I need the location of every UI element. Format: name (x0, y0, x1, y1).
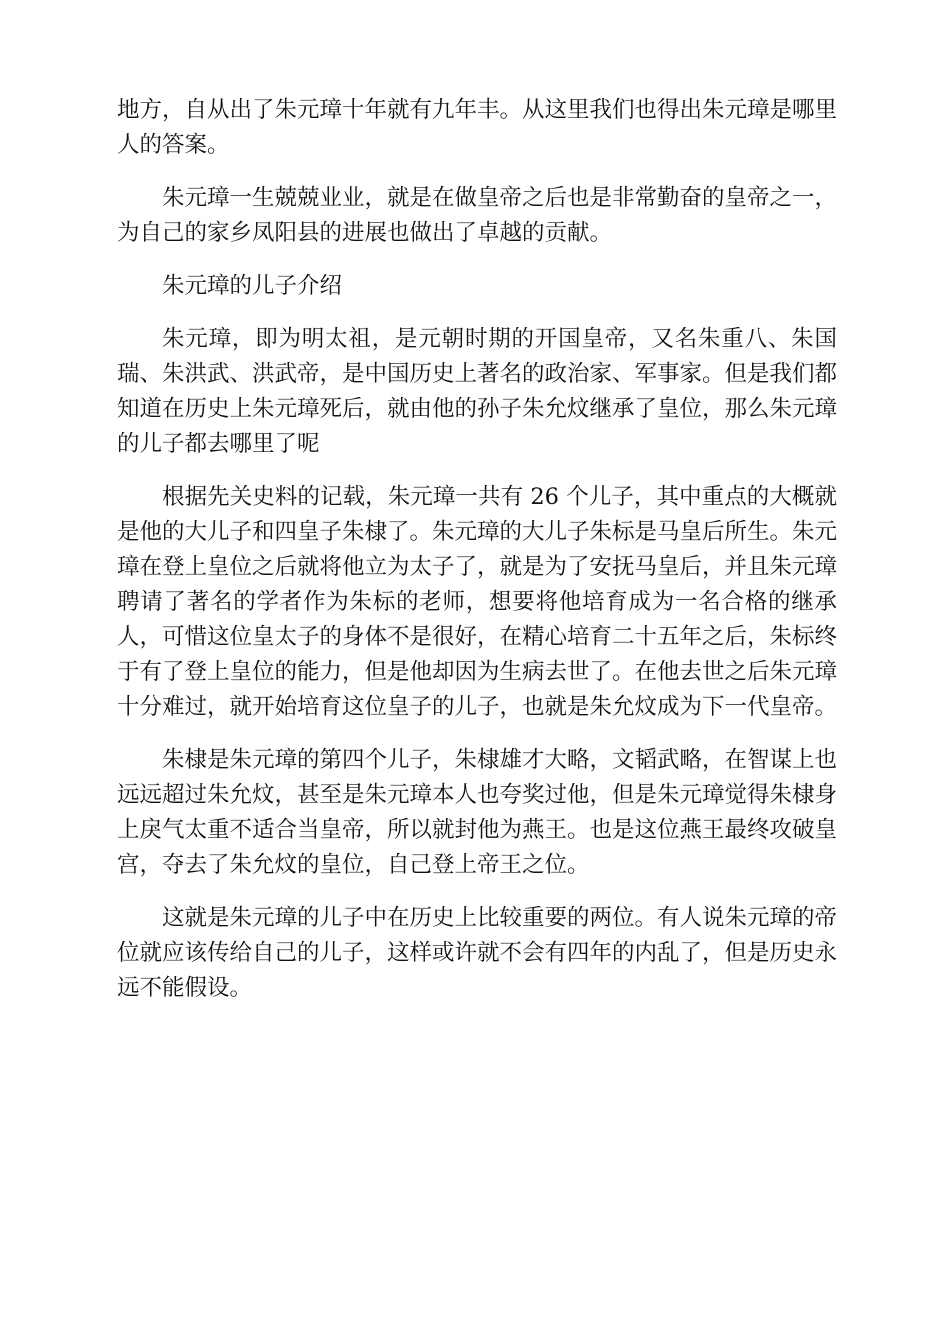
paragraph-zhu-di: 朱棣是朱元璋的第四个儿子，朱棣雄才大略，文韬武略，在智谋上也远远超过朱允炆，甚至是朱元璋本人也夸奖过他，但是朱元璋觉得朱棣身上戾气太重不适合当皇帝，所以就封他为燕王。也是这位燕王最终攻破皇宫，夺去了朱允炆的皇位，自己登上帝王之位。 (117, 747, 838, 878)
paragraph-continuation: 地方，自从出了朱元璋十年就有九年丰。从这里我们也得出朱元璋是哪里人的答案。 (117, 97, 838, 158)
section-heading-sons: 朱元璋的儿子介绍 (162, 273, 343, 299)
document-body (117, 93, 837, 1024)
paragraph-zhu-biao: 根据先关史料的记载，朱元璋一共有 26 个儿子，其中重点的大概就是他的大儿子和四皇子朱棣了。朱元璋的大儿子朱标是马皇后所生。朱元璋在登上皇位之后就将他立为太子了，就是为了安抚马皇后，并且朱元璋聘请了著名的学者作为朱标的老师，想要将他培育成为一名合格的继承人，可惜这位皇太子的身体不是很好，在精心培育二十五年之后，朱标终于有了登上皇位的能力，但是他却因为生病去世了。在他去世之后朱元璋十分难过，就开始培育这位皇子的儿子，也就是朱允炆成为下一代皇帝。 (117, 484, 838, 720)
paragraph-conclusion: 这就是朱元璋的儿子中在历史上比较重要的两位。有人说朱元璋的帝位就应该传给自己的儿子，这样或许就不会有四年的内乱了，但是历史永远不能假设。 (117, 905, 838, 1001)
paragraph-intro: 朱元璋，即为明太祖，是元朝时期的开国皇帝，又名朱重八、朱国瑞、朱洪武、洪武帝，是中国历史上著名的政治家、军事家。但是我们都知道在历史上朱元璋死后，就由他的孙子朱允炆继承了皇位，那么朱元璋的儿子都去哪里了呢 (117, 326, 838, 457)
paragraph-diligence: 朱元璋一生兢兢业业，就是在做皇帝之后也是非常勤奋的皇帝之一，为自己的家乡凤阳县的进展也做出了卓越的贡献。 (117, 185, 838, 246)
